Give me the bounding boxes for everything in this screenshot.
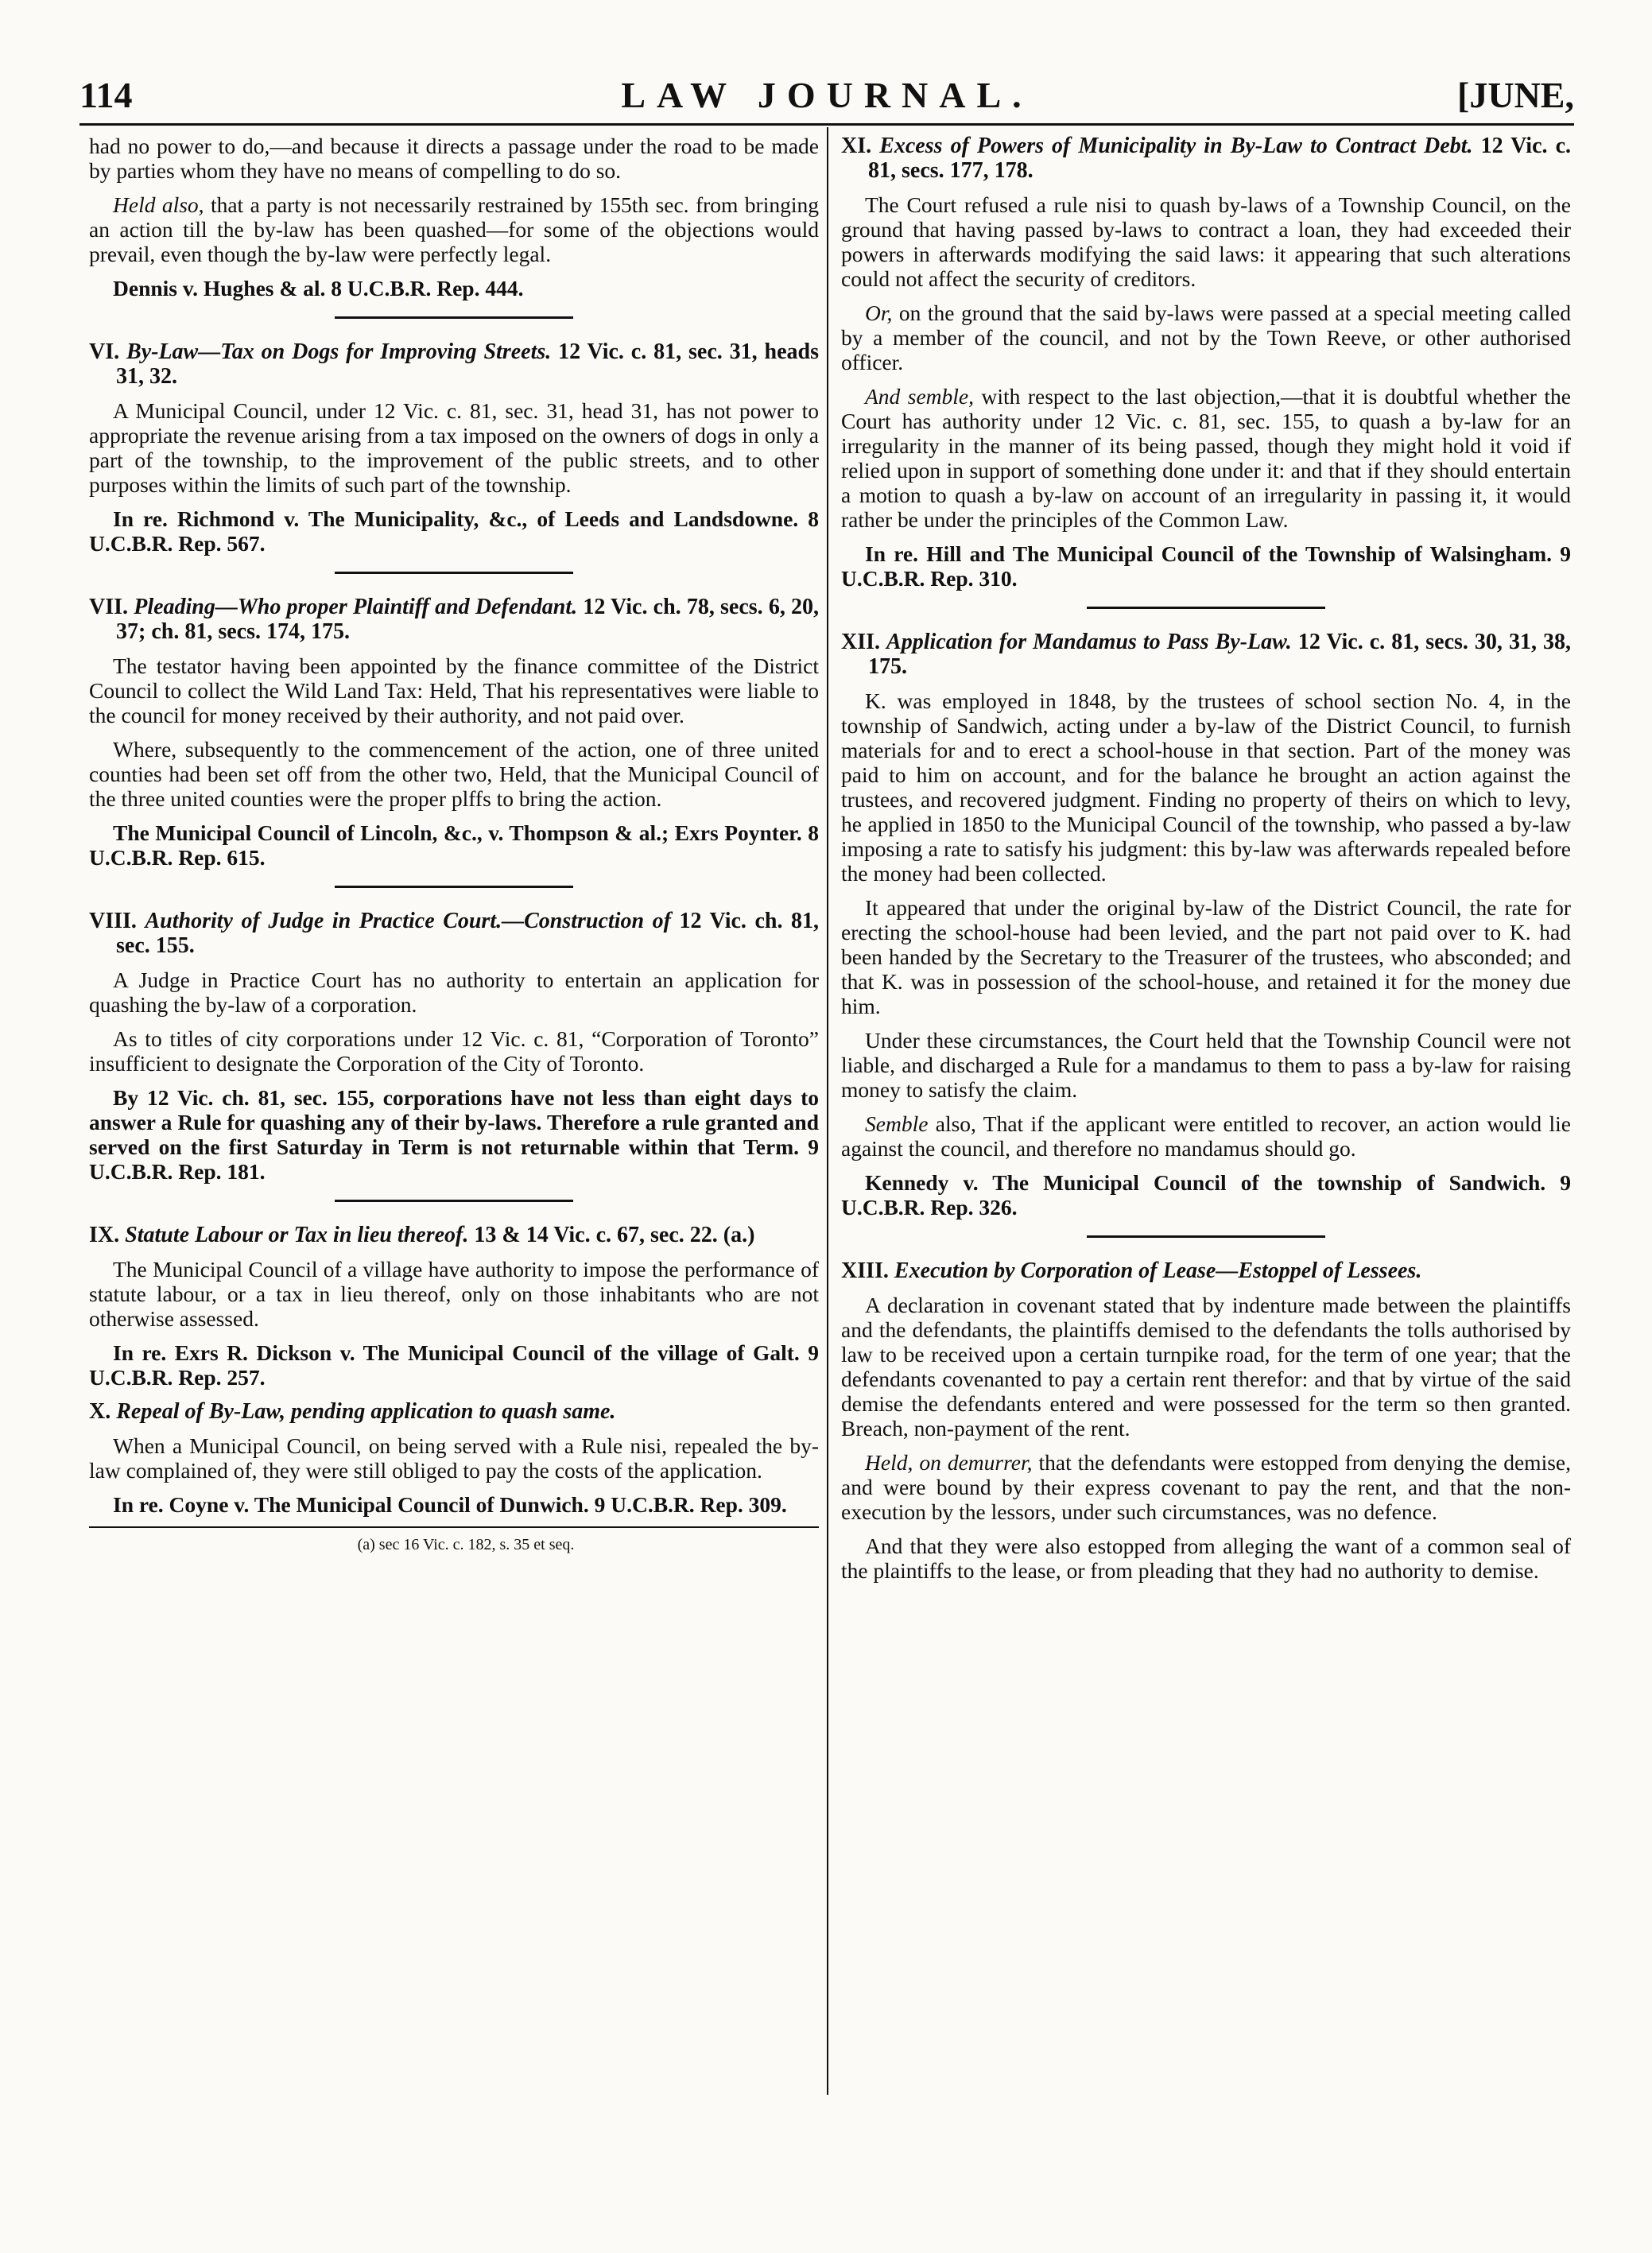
section-heading-x [89, 1399, 819, 1424]
section-heading-vii [89, 595, 819, 644]
section-paragraph: The Municipal Council of a village have authority to impose the performance of statute labour, or a tax in lieu thereof, only on those inhabitants who are not otherwise assessed. [89, 1257, 819, 1331]
section-statute: 12 Vic. ch. 78, secs. 6, 20, 37; ch. 81, secs. 174, 175. [116, 595, 820, 644]
paragraph-text: that the defendants were estopped from denying the demise, and were bound by their express covenant to pay the rent, and that the non-execution by the lessors, under such circumstances, was no defence. [841, 1450, 1571, 1524]
paragraph-lead: Or, [865, 301, 893, 325]
intro-paragraph: had no power to do,—and because it directs a passage under the road to be made by parties whom they have no means of compelling to do so. [89, 134, 819, 183]
section-paragraph: A Municipal Council, under 12 Vic. c. 81, sec. 31, head 31, has not power to appropriate the revenue arising from a tax imposed on the owners of dogs in only a part of the township, to the improvement of the public streets, and to other purposes within the limits of such part of the township. [89, 398, 819, 497]
paragraph-text: with respect to the last objection,—that it is doubtful whether the Court has authority under 12 Vic. c. 81, sec. 155, to quash a by-law for an irregularity in the manner of its being passed, though they might hold it void if relied upon in support of something done under it: and that if they should entertain a motion to quash a by-law on account of an irregularity in passing it, it would rather be under the principles of the Common Law. [841, 384, 1571, 532]
section-separator [335, 1200, 573, 1202]
section-number: X. [89, 1399, 111, 1424]
section-separator [1087, 1235, 1325, 1238]
section-paragraph [841, 384, 1571, 532]
section-title: Repeal of By-Law, pending application to quash same. [116, 1399, 616, 1424]
intro-held-paragraph [89, 192, 819, 266]
section-title: Statute Labour or Tax in lieu thereof. [125, 1223, 469, 1247]
case-citation: In re. Coyne v. The Municipal Council of Dunwich. 9 U.C.B.R. Rep. 309. [113, 1492, 787, 1517]
section-number: XII. [841, 630, 881, 654]
paragraph-lead: Semble [865, 1111, 929, 1136]
case-citation: Dennis v. Hughes & al. 8 U.C.B.R. Rep. 444. [113, 276, 524, 301]
section-title: Application for Mandamus to Pass By-Law. [886, 630, 1292, 654]
held-lead: Held also, [113, 192, 204, 217]
section-number: VI. [89, 339, 120, 364]
page-number: 114 [79, 75, 133, 115]
section-separator [335, 572, 573, 574]
column-divider [827, 127, 828, 2095]
section-number: XIII. [841, 1258, 889, 1283]
section-number: IX. [89, 1223, 120, 1247]
section-paragraph [841, 301, 1571, 374]
section-paragraph: By 12 Vic. ch. 81, sec. 155, corporations have not less than eight days to answer a Rule for quashing any of their by-laws. Therefore a rule granted and served on the first Saturday in Term is not returnable within that Term. 9 U.C.B.R. Rep. 181. [89, 1085, 819, 1184]
paragraph-lead: And semble, [865, 384, 975, 409]
section-paragraph [841, 1450, 1571, 1524]
section-heading-ix [89, 1223, 819, 1247]
journal-title: LAW JOURNAL. [621, 75, 1033, 115]
section-paragraph: When a Municipal Council, on being served with a Rule nisi, repealed the by-law complained of, they were still obliged to pay the costs of the application. [89, 1433, 819, 1483]
section-paragraph: The Court refused a rule nisi to quash by-laws of a Township Council, on the ground that having passed by-laws to contract a loan, they had exceeded their powers in afterwards modifying the said laws: it appearing that such alterations could not affect the security of creditors. [841, 192, 1571, 291]
section-paragraph: A Judge in Practice Court has no authority to entertain an application for quashing the by-law of a corporation. [89, 968, 819, 1017]
section-heading-xii [841, 630, 1571, 679]
section-statute: 13 & 14 Vic. c. 67, sec. 22. (a.) [474, 1223, 755, 1247]
section-title: By-Law—Tax on Dogs for Improving Streets. [126, 339, 552, 364]
section-paragraph: As to titles of city corporations under 12 Vic. c. 81, “Corporation of Toronto” insufficient to designate the Corporation of the City of Toronto. [89, 1026, 819, 1076]
section-number: VIII. [89, 909, 137, 933]
section-title: Excess of Powers of Municipality in By-Law to Contract Debt. [879, 134, 1473, 158]
section-paragraph: And that they were also estopped from alleging the want of a common seal of the plaintiffs to the lease, or from pleading that they had no authority to demise. [841, 1534, 1571, 1583]
section-separator [335, 316, 573, 319]
section-title: Authority of Judge in Practice Court.—Construction of [145, 909, 671, 933]
section-statute: 12 Vic. c. 81, sec. 31, heads 31, 32. [116, 339, 820, 389]
section-heading-xi [841, 134, 1571, 183]
section-statute: 12 Vic. c. 81, secs. 30, 31, 38, 175. [868, 630, 1571, 679]
section-separator [335, 886, 573, 888]
case-citation: In re. Hill and The Municipal Council of the Township of Walsingham. 9 U.C.B.R. Rep. 310. [841, 541, 1571, 591]
case-citation: Kennedy v. The Municipal Council of the township of Sandwich. 9 U.C.B.R. Rep. 326. [841, 1170, 1571, 1220]
section-paragraph: A declaration in covenant stated that by indenture made between the plaintiffs and the defendants, the plaintiffs demised to the defendants the tolls authorised by law to be received upon a certain turnpike road, for the term of one year; that the defendants covenanted to pay a certain rent therefor: and that by virtue of the said demise the defendants entered and were possessed for the term so then granted. Breach, non-payment of the rent. [841, 1293, 1571, 1441]
paragraph-lead: Held, on demurrer, [865, 1450, 1033, 1475]
case-citation: In re. Exrs R. Dickson v. The Municipal Council of the village of Galt. 9 U.C.B.R. Rep. 257. [89, 1340, 819, 1390]
case-citation: The Municipal Council of Lincoln, &c., v. Thompson & al.; Exrs Poynter. 8 U.C.B.R. Rep. 615. [89, 820, 819, 870]
section-paragraph [841, 1111, 1571, 1161]
header-month: [JUNE, [1457, 75, 1574, 115]
section-paragraph: It appeared that under the original by-law of the District Council, the rate for erecting the school-house had been levied, and the part not paid over to K. had been handed by the Secretary to the Treasurer of the trustees, who absconded; and that K. was in possession of the school-house, and retained it for the money due him. [841, 895, 1571, 1018]
section-title: Execution by Corporation of Lease—Estoppel of Lessees. [894, 1258, 1422, 1283]
left-column [89, 134, 819, 1557]
section-paragraph: Under these circumstances, the Court held that the Township Council were not liable, and discharged a Rule for a mandamus to them to pass a by-law for raising money to satisfy the claim. [841, 1028, 1571, 1102]
running-header [79, 72, 1574, 119]
section-number: XI. [841, 134, 872, 158]
section-heading-vi [89, 339, 819, 389]
footnote-rule [89, 1526, 819, 1528]
paragraph-text: on the ground that the said by-laws were passed at a special meeting called by a member of the council, and not by the Town Reeve, or other authorised officer. [841, 301, 1571, 374]
section-heading-viii [89, 909, 819, 958]
header-rule [79, 123, 1574, 126]
footnote: (a) sec 16 Vic. c. 182, s. 35 et seq. [357, 1536, 575, 1553]
section-title: Pleading—Who proper Plaintiff and Defendant. [134, 595, 578, 619]
section-separator [1087, 607, 1325, 609]
section-statute: 12 Vic. c. 81, secs. 177, 178. [868, 134, 1572, 183]
section-statute: 12 Vic. ch. 81, sec. 155. [116, 909, 819, 958]
case-citation: In re. Richmond v. The Municipality, &c., of Leeds and Landsdowne. 8 U.C.B.R. Rep. 567. [89, 506, 819, 556]
right-column [841, 134, 1571, 1592]
held-text: that a party is not necessarily restrained by 155th sec. from bringing an action till the by-law has been quashed—for some of the objections would prevail, even though the by-law were perfectly legal. [89, 192, 819, 266]
section-paragraph: K. was employed in 1848, by the trustees of school section No. 4, in the township of Sandwich, acting under a by-law of the District Council, to furnish materials for and to erect a school-house in that section. Part of the money was paid to him on account, and for the balance he brought an action against the trustees, and recovered judgment. Finding no property of theirs on which to levy, he applied in 1850 to the Municipal Council of the township, who passed a by-law imposing a rate to satisfy his judgment: this by-law was afterwards repealed before the money had been collected. [841, 688, 1571, 886]
section-paragraph: The testator having been appointed by the finance committee of the District Council to collect the Wild Land Tax: Held, That his representatives were liable to the council for money received by their authority, and not paid over. [89, 653, 819, 727]
section-heading-xiii [841, 1258, 1571, 1283]
section-number: VII. [89, 595, 129, 619]
section-paragraph: Where, subsequently to the commencement of the action, one of three united counties had been set off from the other two, Held, that the Municipal Council of the three united counties were the proper plffs to bring the action. [89, 737, 819, 811]
paragraph-text: also, That if the applicant were entitled to recover, an action would lie against the council, and therefore no mandamus should go. [841, 1111, 1571, 1161]
